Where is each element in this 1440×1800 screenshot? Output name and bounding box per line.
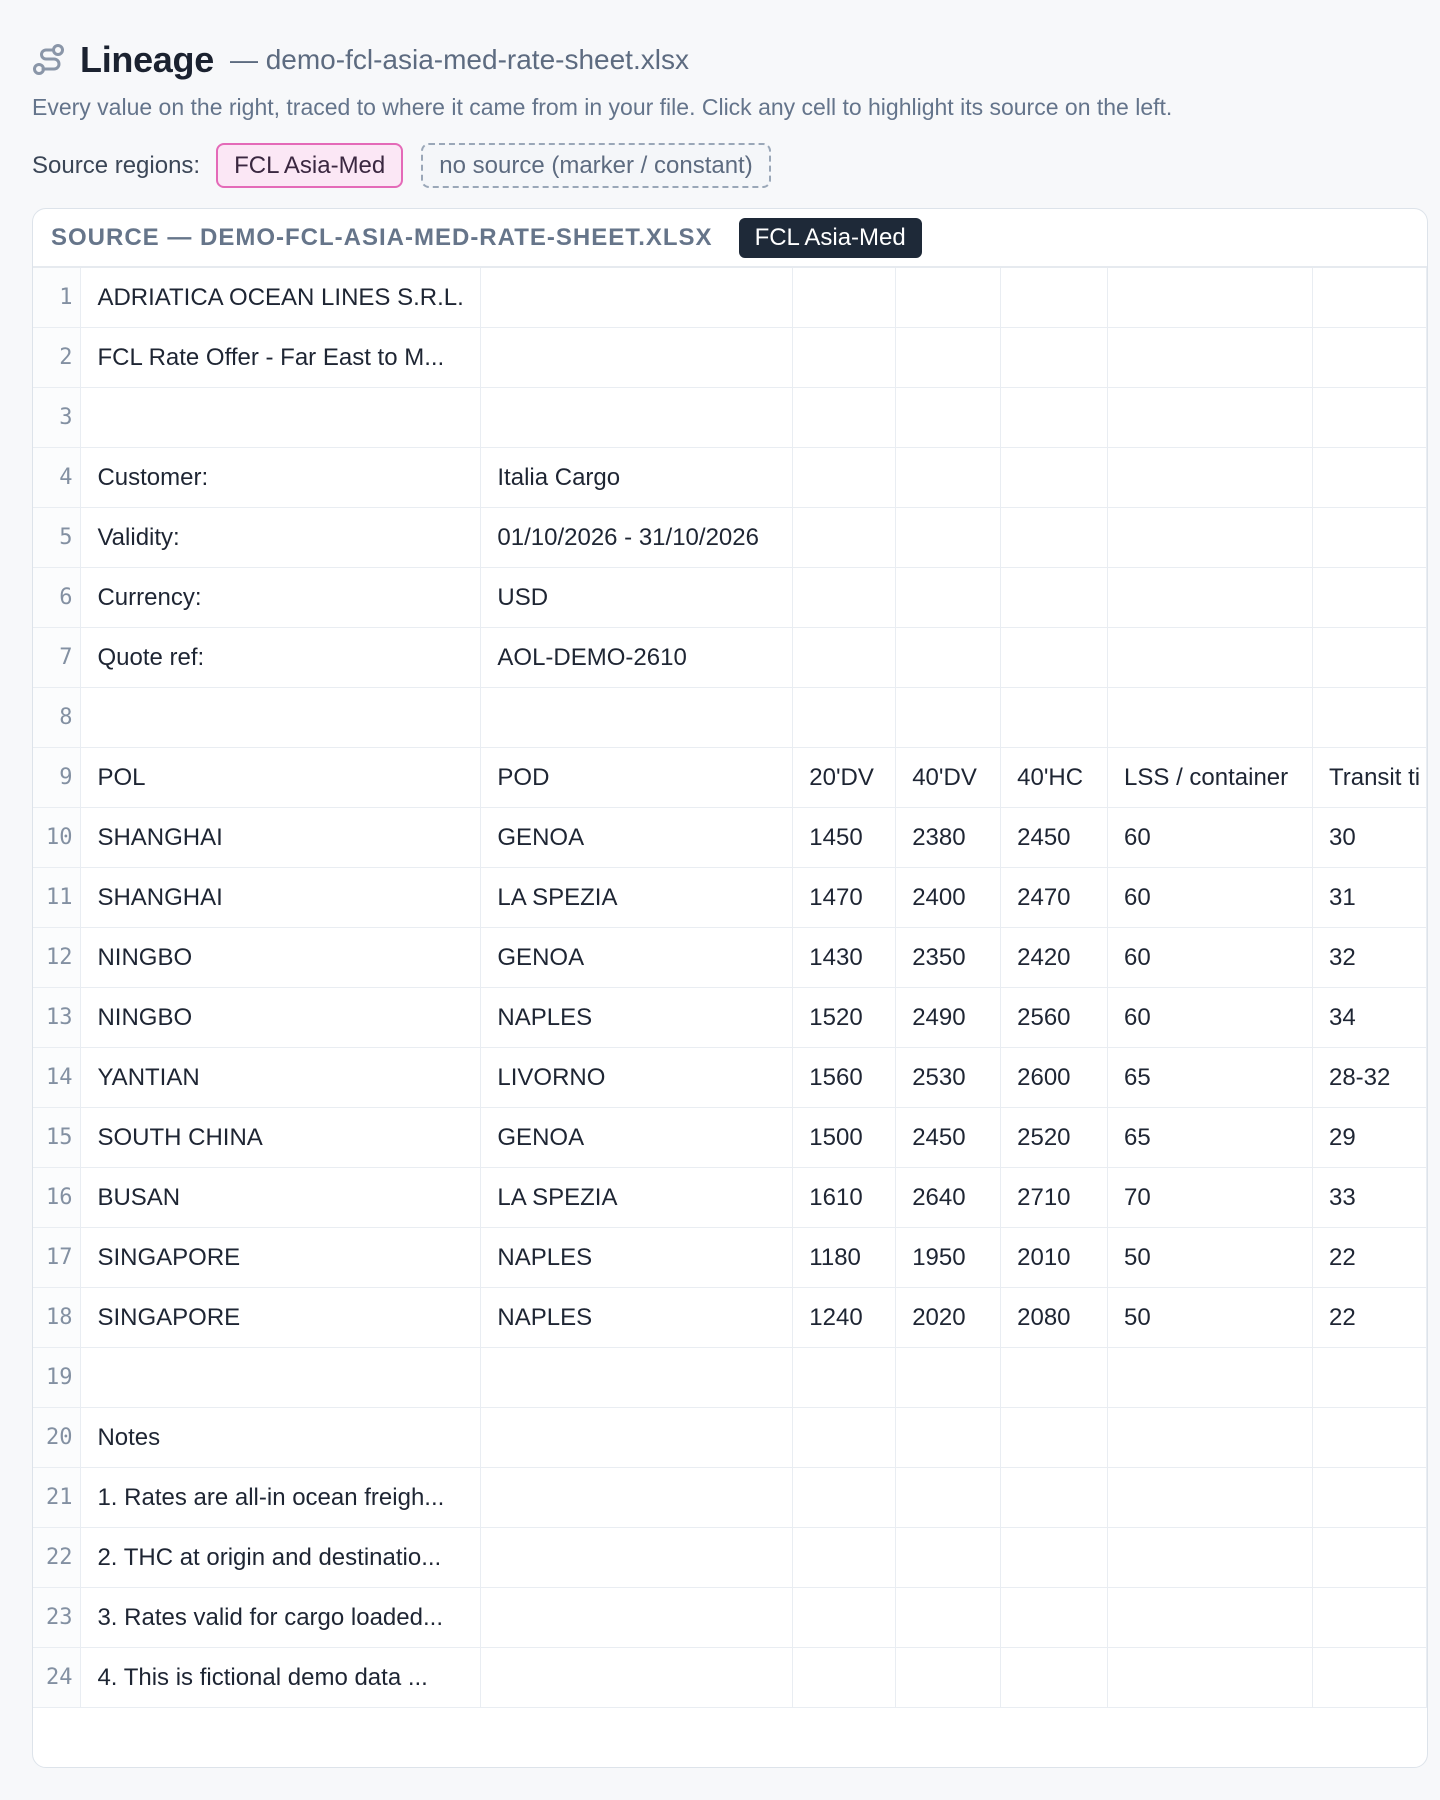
region-tag[interactable]: FCL Asia-Med <box>739 218 922 258</box>
row-number: 3 <box>33 388 81 448</box>
file-name: — demo-fcl-asia-med-rate-sheet.xlsx <box>229 44 689 75</box>
row-number: 16 <box>33 1168 81 1228</box>
sheet-cell[interactable]: 2420 <box>1001 928 1108 988</box>
sheet-cell[interactable] <box>793 268 896 328</box>
sheet-cell[interactable]: 1240 <box>793 1288 896 1348</box>
sheet-cell[interactable]: Currency: <box>81 568 481 628</box>
sheet-cell[interactable] <box>793 1648 896 1708</box>
sheet-cell[interactable] <box>1001 388 1108 448</box>
sheet-cell[interactable] <box>793 628 896 688</box>
sheet-row <box>33 868 1427 928</box>
region-chip-no-source[interactable]: no source (marker / constant) <box>421 143 770 188</box>
source-regions <box>32 143 1440 188</box>
region-chip-fcl-asia-med[interactable]: FCL Asia-Med <box>216 143 403 188</box>
sheet-cell[interactable]: 65 <box>1108 1048 1313 1108</box>
sheet-cell[interactable] <box>896 268 1001 328</box>
sheet-row <box>33 1348 1427 1408</box>
sheet-cell[interactable] <box>481 388 793 448</box>
page-header <box>32 40 1440 80</box>
sheet-cell[interactable]: 2530 <box>896 1048 1001 1108</box>
sheet-cell[interactable] <box>481 328 793 388</box>
sheet-cell[interactable]: 60 <box>1108 988 1313 1048</box>
sheet-cell[interactable] <box>1312 268 1426 328</box>
page-title: Lineage <box>80 39 214 80</box>
sheet-cell[interactable] <box>1001 1408 1108 1468</box>
sheet-cell[interactable]: 2. THC at origin and destinatio... <box>81 1528 481 1588</box>
sheet-cell[interactable]: 2080 <box>1001 1288 1108 1348</box>
sheet-row <box>33 928 1427 988</box>
sheet-cell[interactable]: 65 <box>1108 1108 1313 1168</box>
sheet-cell[interactable]: 29 <box>1312 1108 1426 1168</box>
sheet-cell[interactable]: USD <box>481 568 793 628</box>
sheet-cell[interactable]: 1500 <box>793 1108 896 1168</box>
sheet-cell[interactable] <box>1001 448 1108 508</box>
sheet-cell[interactable] <box>1001 508 1108 568</box>
sheet-cell[interactable] <box>1312 1468 1426 1528</box>
row-number: 11 <box>33 868 81 928</box>
sheet-cell[interactable] <box>1108 448 1313 508</box>
sheet-cell[interactable] <box>481 1588 793 1648</box>
sheet-row <box>33 1528 1427 1588</box>
sheet-cell[interactable]: SOUTH CHINA <box>81 1108 481 1168</box>
sheet-cell[interactable] <box>1312 628 1426 688</box>
sheet-cell[interactable] <box>1312 1588 1426 1648</box>
sheet-cell[interactable]: 2520 <box>1001 1108 1108 1168</box>
sheet-cell[interactable] <box>1312 388 1426 448</box>
sheet-cell[interactable] <box>1001 1528 1108 1588</box>
sheet-cell[interactable] <box>793 1408 896 1468</box>
sheet-cell[interactable] <box>1108 268 1313 328</box>
sheet-cell[interactable] <box>793 1348 896 1408</box>
sheet-cell[interactable]: 70 <box>1108 1168 1313 1228</box>
sheet-cell[interactable]: LA SPEZIA <box>481 1168 793 1228</box>
sheet-cell[interactable]: 2640 <box>896 1168 1001 1228</box>
sheet-cell[interactable] <box>1108 1468 1313 1528</box>
row-number: 14 <box>33 1048 81 1108</box>
sheet-cell[interactable] <box>1108 688 1313 748</box>
sheet-cell[interactable] <box>1108 388 1313 448</box>
sheet-cell[interactable] <box>481 1528 793 1588</box>
row-number: 12 <box>33 928 81 988</box>
sheet-row <box>33 328 1427 388</box>
sheet-cell[interactable]: SINGAPORE <box>81 1288 481 1348</box>
sheet-cell[interactable] <box>1312 448 1426 508</box>
sheet-row <box>33 1108 1427 1168</box>
sheet-row <box>33 568 1427 628</box>
sheet-cell[interactable] <box>1312 1408 1426 1468</box>
sheet-cell[interactable]: 2490 <box>896 988 1001 1048</box>
sheet-cell[interactable]: BUSAN <box>81 1168 481 1228</box>
sheet-cell[interactable]: 2450 <box>1001 808 1108 868</box>
sheet-cell[interactable] <box>1001 1588 1108 1648</box>
sheet-cell[interactable] <box>793 1528 896 1588</box>
sheet-row <box>33 268 1427 328</box>
sheet-cell[interactable]: 60 <box>1108 868 1313 928</box>
sheet-cell[interactable] <box>481 1648 793 1708</box>
sheet-cell[interactable]: NAPLES <box>481 988 793 1048</box>
sheet-row <box>33 1168 1427 1228</box>
sheet-cell[interactable]: 2020 <box>896 1288 1001 1348</box>
sheet-cell[interactable] <box>1108 1588 1313 1648</box>
row-number: 10 <box>33 808 81 868</box>
sheet-cell[interactable] <box>1001 628 1108 688</box>
sheet-cell[interactable] <box>896 1468 1001 1528</box>
sheet-cell[interactable]: 33 <box>1312 1168 1426 1228</box>
sheet-cell[interactable]: 60 <box>1108 808 1313 868</box>
sheet-cell[interactable]: 2380 <box>896 808 1001 868</box>
row-number: 4 <box>33 448 81 508</box>
sheet-row <box>33 1288 1427 1348</box>
sheet-cell[interactable] <box>896 1648 1001 1708</box>
sheet-cell[interactable] <box>1001 688 1108 748</box>
source-regions-label: Source regions: <box>32 151 201 179</box>
sheet-cell[interactable] <box>481 1468 793 1528</box>
sheet-cell[interactable]: 28-32 <box>1312 1048 1426 1108</box>
sheet-cell[interactable]: Validity: <box>81 508 481 568</box>
sheet-cell[interactable] <box>896 688 1001 748</box>
row-number: 22 <box>33 1528 81 1588</box>
sheet-row <box>33 688 1427 748</box>
sheet-row <box>33 1048 1427 1108</box>
sheet-cell[interactable]: 2560 <box>1001 988 1108 1048</box>
sheet-cell[interactable]: 2470 <box>1001 868 1108 928</box>
sheet-cell[interactable]: Transit ti <box>1312 748 1426 808</box>
sheet-cell[interactable] <box>896 448 1001 508</box>
sheet-cell[interactable]: Quote ref: <box>81 628 481 688</box>
page-subtitle: Every value on the right, traced to where it came from in your file. Click any cell to highlight its source on the left. <box>32 94 1173 120</box>
sheet-cell[interactable]: ADRIATICA OCEAN LINES S.R.L. <box>81 268 481 328</box>
sheet-cell[interactable]: 1950 <box>896 1228 1001 1288</box>
row-number: 15 <box>33 1108 81 1168</box>
row-number: 2 <box>33 328 81 388</box>
sheet-cell[interactable]: 40'DV <box>896 748 1001 808</box>
sheet-cell[interactable]: POL <box>81 748 481 808</box>
sheet-cell[interactable] <box>793 328 896 388</box>
sheet-cell[interactable] <box>481 688 793 748</box>
row-number: 7 <box>33 628 81 688</box>
sheet-cell[interactable] <box>81 688 481 748</box>
sheet-cell[interactable] <box>481 1348 793 1408</box>
sheet-cell[interactable] <box>793 1468 896 1528</box>
sheet-cell[interactable]: 1450 <box>793 808 896 868</box>
source-panel-title: SOURCE — DEMO-FCL-ASIA-MED-RATE-SHEET.XLSX <box>51 223 713 251</box>
sheet-cell[interactable]: 1. Rates are all-in ocean freigh... <box>81 1468 481 1528</box>
sheet-cell[interactable]: 2350 <box>896 928 1001 988</box>
sheet-cell[interactable]: LSS / container <box>1108 748 1313 808</box>
sheet-cell[interactable]: AOL-DEMO-2610 <box>481 628 793 688</box>
row-number: 9 <box>33 748 81 808</box>
sheet-cell[interactable] <box>793 508 896 568</box>
sheet-cell[interactable]: Italia Cargo <box>481 448 793 508</box>
sheet-row <box>33 388 1427 448</box>
sheet-cell[interactable]: 32 <box>1312 928 1426 988</box>
sheet-cell[interactable] <box>896 568 1001 628</box>
sheet-cell[interactable] <box>896 328 1001 388</box>
source-panel <box>32 208 1428 1768</box>
sheet-cell[interactable]: LIVORNO <box>481 1048 793 1108</box>
sheet-cell[interactable]: 40'HC <box>1001 748 1108 808</box>
sheet-cell[interactable]: 22 <box>1312 1228 1426 1288</box>
sheet-cell[interactable]: 01/10/2026 - 31/10/2026 <box>481 508 793 568</box>
sheet-row <box>33 988 1427 1048</box>
sheet-cell[interactable] <box>1108 1648 1313 1708</box>
sheet-cell[interactable]: 50 <box>1108 1288 1313 1348</box>
sheet-cell[interactable] <box>1312 508 1426 568</box>
lineage-icon <box>32 43 66 77</box>
spreadsheet-grid <box>33 268 1427 1708</box>
sheet-row <box>33 508 1427 568</box>
sheet-cell[interactable]: 34 <box>1312 988 1426 1048</box>
sheet-cell[interactable]: Customer: <box>81 448 481 508</box>
sheet-cell[interactable] <box>896 1348 1001 1408</box>
sheet-cell[interactable]: 30 <box>1312 808 1426 868</box>
sheet-cell[interactable]: 22 <box>1312 1288 1426 1348</box>
row-number: 8 <box>33 688 81 748</box>
sheet-cell[interactable]: 1610 <box>793 1168 896 1228</box>
row-number: 1 <box>33 268 81 328</box>
sheet-cell[interactable]: 31 <box>1312 868 1426 928</box>
sheet-cell[interactable] <box>1001 1648 1108 1708</box>
sheet-cell[interactable] <box>1108 508 1313 568</box>
sheet-cell[interactable]: SINGAPORE <box>81 1228 481 1288</box>
sheet-cell[interactable] <box>1108 568 1313 628</box>
sheet-cell[interactable]: SHANGHAI <box>81 808 481 868</box>
sheet-cell[interactable]: NAPLES <box>481 1228 793 1288</box>
sheet-cell[interactable] <box>1001 328 1108 388</box>
sheet-cell[interactable] <box>1001 1468 1108 1528</box>
row-number: 17 <box>33 1228 81 1288</box>
sheet-cell[interactable]: 2710 <box>1001 1168 1108 1228</box>
sheet-cell[interactable]: 1560 <box>793 1048 896 1108</box>
sheet-cell[interactable] <box>481 268 793 328</box>
sheet-cell[interactable]: YANTIAN <box>81 1048 481 1108</box>
row-number: 13 <box>33 988 81 1048</box>
sheet-row <box>33 808 1427 868</box>
sheet-row <box>33 748 1427 808</box>
sheet-cell[interactable] <box>1312 568 1426 628</box>
sheet-cell[interactable]: 1470 <box>793 868 896 928</box>
sheet-cell[interactable]: 2400 <box>896 868 1001 928</box>
sheet-cell[interactable] <box>1001 568 1108 628</box>
row-number: 18 <box>33 1288 81 1348</box>
sheet-row <box>33 1648 1427 1708</box>
sheet-cell[interactable]: GENOA <box>481 808 793 868</box>
sheet-cell[interactable]: 1180 <box>793 1228 896 1288</box>
sheet-cell[interactable] <box>1108 628 1313 688</box>
sheet-cell[interactable]: GENOA <box>481 928 793 988</box>
sheet-cell[interactable]: 2600 <box>1001 1048 1108 1108</box>
sheet-cell[interactable]: 2450 <box>896 1108 1001 1168</box>
sheet-cell[interactable] <box>1108 328 1313 388</box>
sheet-row <box>33 1408 1427 1468</box>
row-number: 19 <box>33 1348 81 1408</box>
sheet-cell[interactable] <box>1001 1348 1108 1408</box>
row-number: 5 <box>33 508 81 568</box>
sheet-row <box>33 448 1427 508</box>
row-number: 20 <box>33 1408 81 1468</box>
sheet-cell[interactable] <box>1312 1528 1426 1588</box>
sheet-cell[interactable] <box>793 448 896 508</box>
sheet-cell[interactable] <box>793 388 896 448</box>
row-number: 23 <box>33 1588 81 1648</box>
sheet-cell[interactable]: GENOA <box>481 1108 793 1168</box>
sheet-cell[interactable] <box>793 568 896 628</box>
sheet-row <box>33 628 1427 688</box>
sheet-cell[interactable]: 3. Rates valid for cargo loaded... <box>81 1588 481 1648</box>
sheet-cell[interactable] <box>793 1588 896 1648</box>
sheet-cell[interactable] <box>481 1408 793 1468</box>
sheet-cell[interactable]: LA SPEZIA <box>481 868 793 928</box>
sheet-cell[interactable] <box>1312 1648 1426 1708</box>
sheet-cell[interactable] <box>896 508 1001 568</box>
sheet-cell[interactable]: FCL Rate Offer - Far East to M... <box>81 328 481 388</box>
sheet-cell[interactable]: NINGBO <box>81 988 481 1048</box>
sheet-row <box>33 1468 1427 1528</box>
sheet-cell[interactable] <box>896 628 1001 688</box>
sheet-cell[interactable]: 60 <box>1108 928 1313 988</box>
sheet-row <box>33 1588 1427 1648</box>
source-panel-header <box>33 209 1427 268</box>
sheet-cell[interactable]: POD <box>481 748 793 808</box>
sheet-cell[interactable] <box>896 1588 1001 1648</box>
sheet-cell[interactable] <box>896 1528 1001 1588</box>
sheet-cell[interactable] <box>1312 688 1426 748</box>
sheet-cell[interactable]: 20'DV <box>793 748 896 808</box>
sheet-cell[interactable] <box>81 388 481 448</box>
sheet-cell[interactable]: 1520 <box>793 988 896 1048</box>
sheet-cell[interactable]: Notes <box>81 1408 481 1468</box>
sheet-row <box>33 1228 1427 1288</box>
row-number: 24 <box>33 1648 81 1708</box>
sheet-cell[interactable]: 1430 <box>793 928 896 988</box>
row-number: 6 <box>33 568 81 628</box>
sheet-cell[interactable]: 2010 <box>1001 1228 1108 1288</box>
sheet-cell[interactable]: 4. This is fictional demo data ... <box>81 1648 481 1708</box>
sheet-cell[interactable] <box>1108 1348 1313 1408</box>
sheet-cell[interactable]: NINGBO <box>81 928 481 988</box>
sheet-cell[interactable]: NAPLES <box>481 1288 793 1348</box>
sheet-cell[interactable] <box>793 688 896 748</box>
sheet-cell[interactable] <box>1312 1348 1426 1408</box>
sheet-cell[interactable]: 50 <box>1108 1228 1313 1288</box>
sheet-cell[interactable] <box>81 1348 481 1408</box>
sheet-cell[interactable]: SHANGHAI <box>81 868 481 928</box>
sheet-cell[interactable] <box>896 388 1001 448</box>
row-number: 21 <box>33 1468 81 1528</box>
sheet-cell[interactable] <box>1108 1528 1313 1588</box>
sheet-cell[interactable] <box>1312 328 1426 388</box>
sheet-cell[interactable] <box>1001 268 1108 328</box>
sheet-cell[interactable] <box>1108 1408 1313 1468</box>
sheet-cell[interactable] <box>896 1408 1001 1468</box>
